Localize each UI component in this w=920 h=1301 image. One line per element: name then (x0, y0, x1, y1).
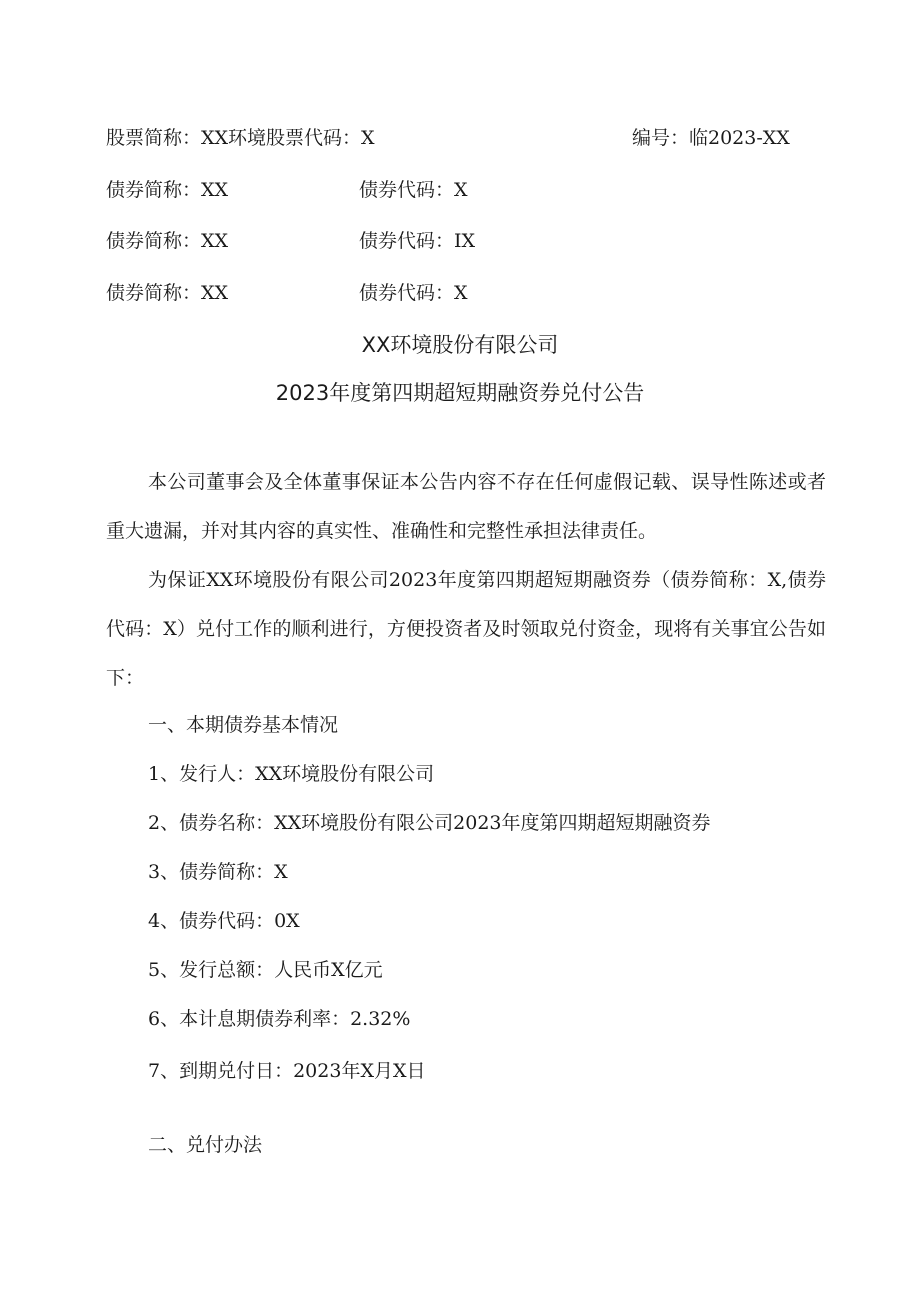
bond-code-1: 债券代码：X (359, 179, 468, 201)
stock-info: 股票简称：XX环境股票代码：X (106, 127, 375, 149)
notice-title: 2023年度第四期超短期融资券兑付公告 (275, 381, 645, 405)
bond-name-2: 债券简称：XX (106, 230, 229, 252)
list-item-bond-name: 2、债券名称：XX环境股份有限公司2023年度第四期超短期融资券 (148, 812, 711, 834)
list-item-bond-code: 4、债券代码：0X (148, 910, 300, 932)
document-number: 编号：临2023-XX (632, 127, 790, 149)
bond-code-3: 债券代码：X (359, 282, 468, 304)
bond-name-3: 债券简称：XX (106, 282, 229, 304)
bond-name-1: 债券简称：XX (106, 179, 229, 201)
list-item-interest-rate: 6、本计息期债券利率：2.32% (148, 1008, 411, 1030)
list-item-bond-short-name: 3、债券简称：X (148, 861, 288, 883)
board-statement: 本公司董事会及全体董事保证本公告内容不存在任何虚假记载、误导性陈述或者重大遗漏，并对其内容的真实性、准确性和完整性承担法律责任。 (106, 471, 826, 542)
section-heading-basic-info: 一、本期债券基本情况 (148, 714, 339, 736)
company-title: XX环境股份有限公司 (361, 333, 559, 357)
list-item-issuer: 1、发行人：XX环境股份有限公司 (148, 763, 435, 785)
section-heading-payment-method: 二、兑付办法 (148, 1134, 263, 1156)
bond-code-2: 债券代码：IX (359, 230, 476, 252)
intro-paragraph: 为保证XX环境股份有限公司2023年度第四期超短期融资券（债券简称：X,债券代码：X）兑付工作的顺利进行，方便投资者及时领取兑付资金，现将有关事宜公告如下： (106, 569, 826, 689)
list-item-maturity-date: 7、到期兑付日：2023年X月X日 (148, 1060, 426, 1082)
list-item-issue-amount: 5、发行总额：人民币X亿元 (148, 959, 383, 981)
